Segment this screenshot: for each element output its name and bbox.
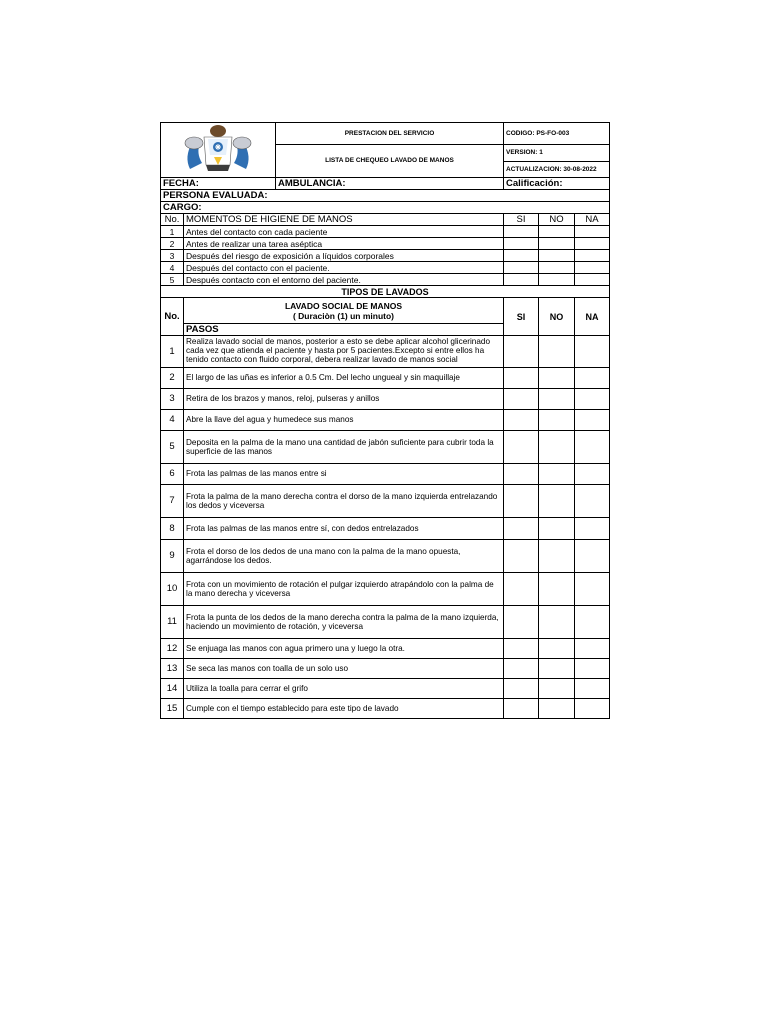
pasos-header: PASOS	[184, 324, 504, 336]
document-code: CODIGO: PS-FO-003	[504, 123, 610, 145]
step-number: 8	[161, 518, 184, 540]
service-title: PRESTACION DEL SERVICIO	[276, 123, 504, 145]
moment-row	[161, 262, 610, 274]
step-no-cell[interactable]	[539, 573, 575, 606]
step-na-cell[interactable]	[575, 659, 610, 679]
moments-table	[160, 177, 610, 298]
step-si-cell[interactable]	[504, 410, 539, 431]
step-na-cell[interactable]	[575, 485, 610, 518]
document-version: VERSION: 1	[504, 145, 610, 162]
step-no-cell[interactable]	[539, 699, 575, 719]
step-no-cell[interactable]	[539, 431, 575, 464]
moment-si-cell[interactable]	[504, 262, 539, 274]
step-number: 13	[161, 659, 184, 679]
step-text: Frota el dorso de los dedos de una mano con la palma de la mano opuesta, agarrándose los dedos.	[184, 540, 504, 573]
calificacion-label: Calificación:	[504, 178, 610, 190]
moments-title-header: MOMENTOS DE HIGIENE DE MANOS	[184, 214, 504, 226]
step-no-cell[interactable]	[539, 639, 575, 659]
moment-no-cell[interactable]	[539, 226, 575, 238]
step-row	[161, 679, 610, 699]
step-na-cell[interactable]	[575, 464, 610, 485]
step-row	[161, 573, 610, 606]
step-text: El largo de las uñas es inferior a 0.5 Cm. Del lecho ungueal y sin maquillaje	[184, 368, 504, 389]
moment-number: 4	[161, 262, 184, 274]
step-no-cell[interactable]	[539, 659, 575, 679]
moment-text: Antes de realizar una tarea aséptica	[184, 238, 504, 250]
step-na-cell[interactable]	[575, 639, 610, 659]
step-number: 10	[161, 573, 184, 606]
step-row	[161, 410, 610, 431]
moment-number: 5	[161, 274, 184, 286]
step-na-cell[interactable]	[575, 389, 610, 410]
step-no-cell[interactable]	[539, 389, 575, 410]
step-text: Frota con un movimiento de rotación el pulgar izquierdo atrapándolo con la palma de la mano derecha y viceversa	[184, 573, 504, 606]
persona-evaluada-label: PERSONA EVALUADA:	[161, 190, 610, 202]
step-no-cell[interactable]	[539, 368, 575, 389]
step-number: 14	[161, 679, 184, 699]
step-row	[161, 431, 610, 464]
social-si-header: SI	[504, 298, 539, 336]
step-na-cell[interactable]	[575, 518, 610, 540]
step-si-cell[interactable]	[504, 659, 539, 679]
step-si-cell[interactable]	[504, 485, 539, 518]
moment-na-cell[interactable]	[575, 262, 610, 274]
moment-row	[161, 250, 610, 262]
step-text: Frota la palma de la mano derecha contra el dorso de la mano izquierda entrelazando los dedos y viceversa	[184, 485, 504, 518]
moment-row	[161, 274, 610, 286]
social-na-header: NA	[575, 298, 610, 336]
step-row	[161, 699, 610, 719]
step-no-cell[interactable]	[539, 336, 575, 368]
step-number: 3	[161, 389, 184, 410]
step-si-cell[interactable]	[504, 540, 539, 573]
moment-si-cell[interactable]	[504, 238, 539, 250]
document-title: LISTA DE CHEQUEO LAVADO DE MANOS	[276, 145, 504, 178]
step-no-cell[interactable]	[539, 606, 575, 639]
step-number: 6	[161, 464, 184, 485]
step-text: Utiliza la toalla para cerrar el grifo	[184, 679, 504, 699]
moment-text: Después del riesgo de exposición a líquidos corporales	[184, 250, 504, 262]
step-na-cell[interactable]	[575, 540, 610, 573]
step-text: Frota las palmas de las manos entre sí, con dedos entrelazados	[184, 518, 504, 540]
step-text: Retira de los brazos y manos, reloj, pulseras y anillos	[184, 389, 504, 410]
step-number: 4	[161, 410, 184, 431]
step-na-cell[interactable]	[575, 410, 610, 431]
moment-text: Antes del contacto con cada paciente	[184, 226, 504, 238]
step-text-content: Realiza lavado social de manos, posterior a esto se debe aplicar alcohol glicerinado cada vez que atienda el paciente y hasta por 5 pacientes.Excepto si entre ellos ha tenido contacto con fluido corporal, debera realizar lavado de manos social	[186, 337, 491, 364]
step-text: Deposita en la palma de la mano una cantidad de jabón suficiente para cubrir toda la superficie de las manos	[184, 431, 504, 464]
moments-no-answer-header: NO	[539, 214, 575, 226]
social-no-header: No.	[161, 298, 184, 336]
social-wash-duration: ( Duraciòn (1) un minuto)	[292, 310, 395, 321]
social-wash-title-text: LAVADO SOCIAL DE MANOS	[284, 300, 403, 311]
step-number: 12	[161, 639, 184, 659]
step-number: 11	[161, 606, 184, 639]
social-no-answer-header: NO	[539, 298, 575, 336]
step-si-cell[interactable]	[504, 389, 539, 410]
step-no-cell[interactable]	[539, 485, 575, 518]
step-number: 9	[161, 540, 184, 573]
step-row	[161, 336, 610, 368]
social-wash-table	[160, 297, 610, 719]
step-si-cell[interactable]	[504, 606, 539, 639]
superhero-mascot-icon	[178, 123, 258, 173]
moment-text: Después del contacto con el paciente.	[184, 262, 504, 274]
step-number: 1	[161, 336, 184, 368]
step-number: 2	[161, 368, 184, 389]
social-wash-title	[184, 298, 504, 324]
moment-si-cell[interactable]	[504, 250, 539, 262]
step-number: 5	[161, 431, 184, 464]
step-na-cell[interactable]	[575, 573, 610, 606]
moment-number: 1	[161, 226, 184, 238]
step-si-cell[interactable]	[504, 336, 539, 368]
document-update: ACTUALIZACION: 30-08-2022	[504, 162, 610, 178]
step-no-cell[interactable]	[539, 540, 575, 573]
step-si-cell[interactable]	[504, 518, 539, 540]
moment-row	[161, 238, 610, 250]
company-logo	[161, 123, 276, 178]
checklist-sheet	[160, 122, 609, 719]
step-text: Cumple con el tiempo establecido para este tipo de lavado	[184, 699, 504, 719]
step-number: 7	[161, 485, 184, 518]
moment-no-cell[interactable]	[539, 250, 575, 262]
step-row	[161, 518, 610, 540]
step-si-cell[interactable]	[504, 573, 539, 606]
types-of-washing-title: TIPOS DE LAVADOS	[161, 286, 610, 298]
step-no-cell[interactable]	[539, 464, 575, 485]
step-na-cell[interactable]	[575, 431, 610, 464]
step-si-cell[interactable]	[504, 464, 539, 485]
moments-na-header: NA	[575, 214, 610, 226]
moment-na-cell[interactable]	[575, 274, 610, 286]
moment-no-cell[interactable]	[539, 238, 575, 250]
moment-si-cell[interactable]	[504, 226, 539, 238]
step-row	[161, 485, 610, 518]
step-na-cell[interactable]	[575, 699, 610, 719]
step-row	[161, 639, 610, 659]
step-row	[161, 659, 610, 679]
step-no-cell[interactable]	[539, 518, 575, 540]
step-si-cell[interactable]	[504, 679, 539, 699]
moment-no-cell[interactable]	[539, 262, 575, 274]
cargo-label: CARGO:	[161, 202, 610, 214]
ambulancia-label: AMBULANCIA:	[276, 178, 504, 190]
step-row	[161, 368, 610, 389]
step-text: Se enjuaga las manos con agua primero una y luego la otra.	[184, 639, 504, 659]
moment-text: Después contacto con el entorno del paciente.	[184, 274, 504, 286]
moment-no-cell[interactable]	[539, 274, 575, 286]
moment-na-cell[interactable]	[575, 238, 610, 250]
step-row	[161, 464, 610, 485]
step-si-cell[interactable]	[504, 368, 539, 389]
moments-no-header: No.	[161, 214, 184, 226]
step-text: Frota la punta de los dedos de la mano derecha contra la palma de la mano izquierda, haciendo un movimiento de rotación, y viceversa	[184, 606, 504, 639]
step-text: Abre la llave del agua y humedece sus manos	[184, 410, 504, 431]
step-na-cell[interactable]	[575, 679, 610, 699]
step-na-cell[interactable]	[575, 368, 610, 389]
fecha-label: FECHA:	[161, 178, 276, 190]
moment-number: 3	[161, 250, 184, 262]
moments-si-header: SI	[504, 214, 539, 226]
step-row	[161, 606, 610, 639]
moment-si-cell[interactable]	[504, 274, 539, 286]
moment-row	[161, 226, 610, 238]
step-row	[161, 389, 610, 410]
step-no-cell[interactable]	[539, 679, 575, 699]
step-na-cell[interactable]	[575, 336, 610, 368]
step-number: 15	[161, 699, 184, 719]
step-row	[161, 540, 610, 573]
step-text: Se seca las manos con toalla de un solo uso	[184, 659, 504, 679]
step-text: Frota las palmas de las manos entre si	[184, 464, 504, 485]
step-na-cell[interactable]	[575, 606, 610, 639]
step-si-cell[interactable]	[504, 431, 539, 464]
moment-na-cell[interactable]	[575, 226, 610, 238]
step-si-cell[interactable]	[504, 639, 539, 659]
header-table	[160, 122, 610, 178]
moment-number: 2	[161, 238, 184, 250]
step-no-cell[interactable]	[539, 410, 575, 431]
step-si-cell[interactable]	[504, 699, 539, 719]
step-text	[184, 336, 504, 368]
moment-na-cell[interactable]	[575, 250, 610, 262]
